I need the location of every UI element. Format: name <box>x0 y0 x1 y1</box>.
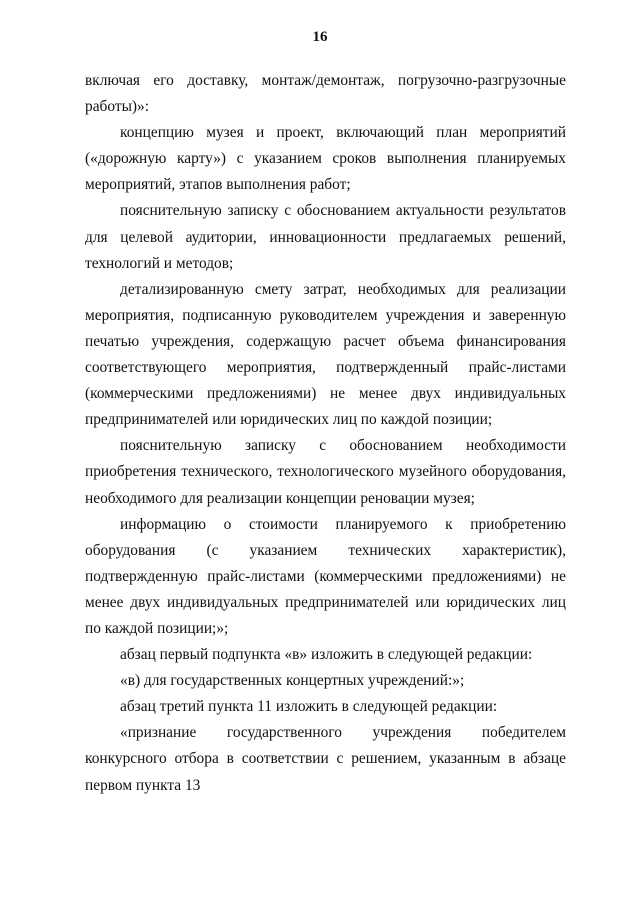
paragraph-equipment-cost-info: информацию о стоимости планируемого к приобретению оборудования (с указанием технических характеристик), подтвержденную прайс-листами (коммерческими предложениями) не менее двух индивидуальных предпринимателей или юридических лиц по каждой позиции;»; <box>85 515 566 637</box>
paragraph-explanatory-note-equipment: пояснительную записку с обоснованием необходимости приобретения технического, технологического музейного оборудования, необходимого для реализации концепции реновации музея; <box>85 437 566 507</box>
page-number: 16 <box>312 29 328 45</box>
paragraph-museum-concept: концепцию музея и проект, включающий план мероприятий («дорожную карту») с указанием сроков выполнения планируемых мероприятий, этапов выполнения работ; <box>85 124 566 194</box>
document-body <box>85 68 566 799</box>
paragraph-cost-estimate: детализированную смету затрат, необходимых для реализации мероприятия, подписанную руководителем учреждения и заверенную печатью учреждения, содержащую расчет объема финансирования соответствующего мероприятия, подтвержденный прайс-листами (коммерческими предложениями) не менее двух индивидуальных предпринимателей или юридических лиц по каждой позиции; <box>85 280 566 429</box>
paragraph-concert-institutions: «в) для государственных концертных учреждений:»; <box>120 672 465 690</box>
paragraph-amendment-item-11: абзац третий пункта 11 изложить в следующей редакции: <box>120 698 498 716</box>
paragraph-amendment-subitem-v: абзац первый подпункта «в» изложить в следующей редакции: <box>120 646 533 664</box>
paragraph-explanatory-note-relevance: пояснительную записку с обоснованием актуальности результатов для целевой аудитории, инновационности предлагаемых решений, технологий и методов; <box>85 202 566 272</box>
paragraph-continuation: включая его доставку, монтаж/демонтаж, погрузочно-разгрузочные работы)»: <box>85 72 566 116</box>
paragraph-winner-recognition: «признание государственного учреждения победителем конкурсного отбора в соответствии с решением, указанным в абзаце первом пункта 13 <box>85 724 566 794</box>
